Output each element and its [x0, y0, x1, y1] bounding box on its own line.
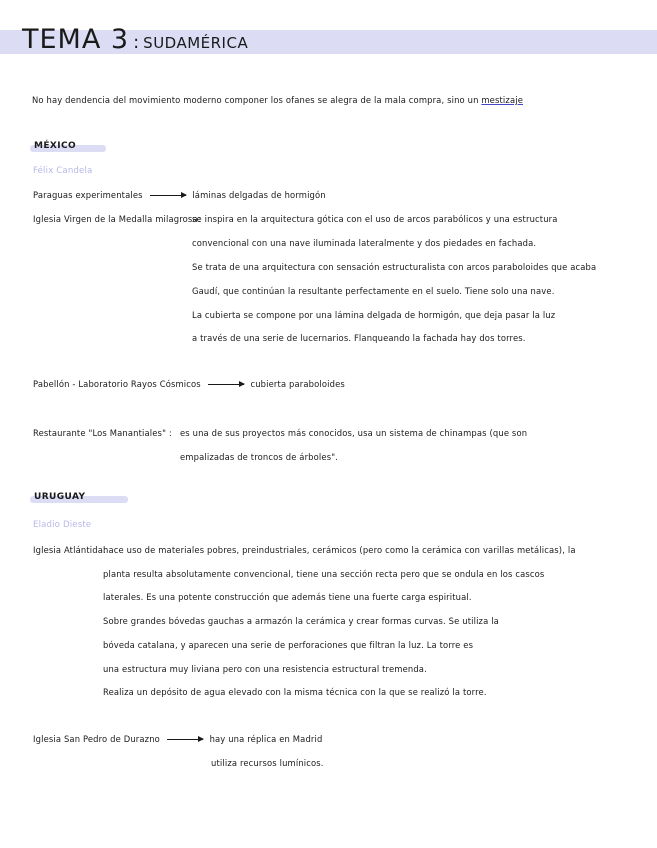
iglesia-medalla-line-4: Gaudí, que continúan la resultante perfectamente en el suelo. Tiene solo una nave. [192, 286, 555, 296]
pabellon-line [33, 379, 345, 389]
iglesia-medalla-line-2: convencional con una nave iluminada lateralmente y dos piedades en fachada. [192, 238, 537, 248]
iglesia-atlantida-label: Iglesia Atlántida: [33, 545, 106, 555]
arrow-right-icon [167, 739, 203, 740]
intro-text: No hay dendencia del movimiento moderno componer los ofanes se alegra de la mala compra, sino un [32, 95, 479, 105]
title-main: TEMA 3 [22, 24, 130, 55]
arrow-right-icon [208, 384, 244, 385]
iglesia-medalla-line-1: se inspira en la arquitectura gótica con el uso de arcos parabólicos y una estructura [192, 214, 558, 224]
iglesia-medalla-label: Iglesia Virgen de la Medalla milagrosa: [33, 214, 201, 224]
iglesia-atlantida-line-1: hace uso de materiales pobres, preindustriales, cerámicos (pero como la cerámica con varillas metálicas), la [103, 545, 576, 555]
paraguas-line [33, 190, 326, 200]
architect-dieste: Eladio Dieste [33, 520, 92, 530]
architect-candela: Félix Candela [33, 166, 93, 176]
page-title [22, 24, 248, 55]
restaurante-line-2: empalizadas de troncos de árboles". [180, 452, 339, 462]
sanpedro-right: hay una réplica en Madrid [209, 734, 323, 744]
iglesia-atlantida-line-4: Sobre grandes bóvedas gauchas a armazón la cerámica y crear formas curvas. Se utiliza la [103, 616, 499, 626]
pabellon-left: Pabellón - Laboratorio Rayos Cósmicos [33, 379, 201, 389]
paraguas-left: Paraguas experimentales [33, 190, 143, 200]
sanpedro-left: Iglesia San Pedro de Durazno [33, 734, 160, 744]
pabellon-right: cubierta paraboloides [250, 379, 345, 389]
iglesia-atlantida-line-5: bóveda catalana, y aparecen una serie de perforaciones que filtran la luz. La torre es [103, 640, 474, 650]
iglesia-atlantida-line-3: laterales. Es una potente construcción que además tiene una fuerte carga espiritual. [103, 592, 472, 602]
iglesia-medalla-line-6: a través de una serie de lucernarios. Flanqueando la fachada hay dos torres. [192, 333, 526, 343]
iglesia-atlantida-line-6: una estructura muy liviana pero con una resistencia estructural tremenda. [103, 664, 427, 674]
iglesia-atlantida-line-7: Realiza un depósito de agua elevado con la misma técnica con la que se realizó la torre. [103, 687, 487, 697]
restaurante-line-1: es una de sus proyectos más conocidos, usa un sistema de chinampas (que son [180, 428, 528, 438]
intro-underlined: mestizaje [481, 95, 524, 105]
sanpedro-line [33, 734, 322, 744]
section-heading-uruguay: URUGUAY [34, 492, 86, 502]
paraguas-right: láminas delgadas de hormigón [192, 190, 326, 200]
restaurante-label: Restaurante "Los Manantiales" : [33, 428, 172, 438]
section-heading-mexico: MÉXICO [34, 141, 77, 151]
arrow-right-icon [150, 195, 186, 196]
iglesia-atlantida-line-2: planta resulta absolutamente convencional, tiene una sección recta pero que se ondula en los cascos [103, 569, 545, 579]
title-separator: : [133, 32, 140, 53]
iglesia-medalla-line-3: Se trata de una arquitectura con sensación estructuralista con arcos paraboloides que acaba [192, 262, 597, 272]
title-subtitle: SUDAMÉRICA [143, 34, 249, 52]
sanpedro-line-2: utiliza recursos lumínicos. [211, 758, 324, 768]
intro-line [32, 95, 523, 105]
iglesia-medalla-line-5: La cubierta se compone por una lámina delgada de hormigón, que deja pasar la luz [192, 310, 556, 320]
